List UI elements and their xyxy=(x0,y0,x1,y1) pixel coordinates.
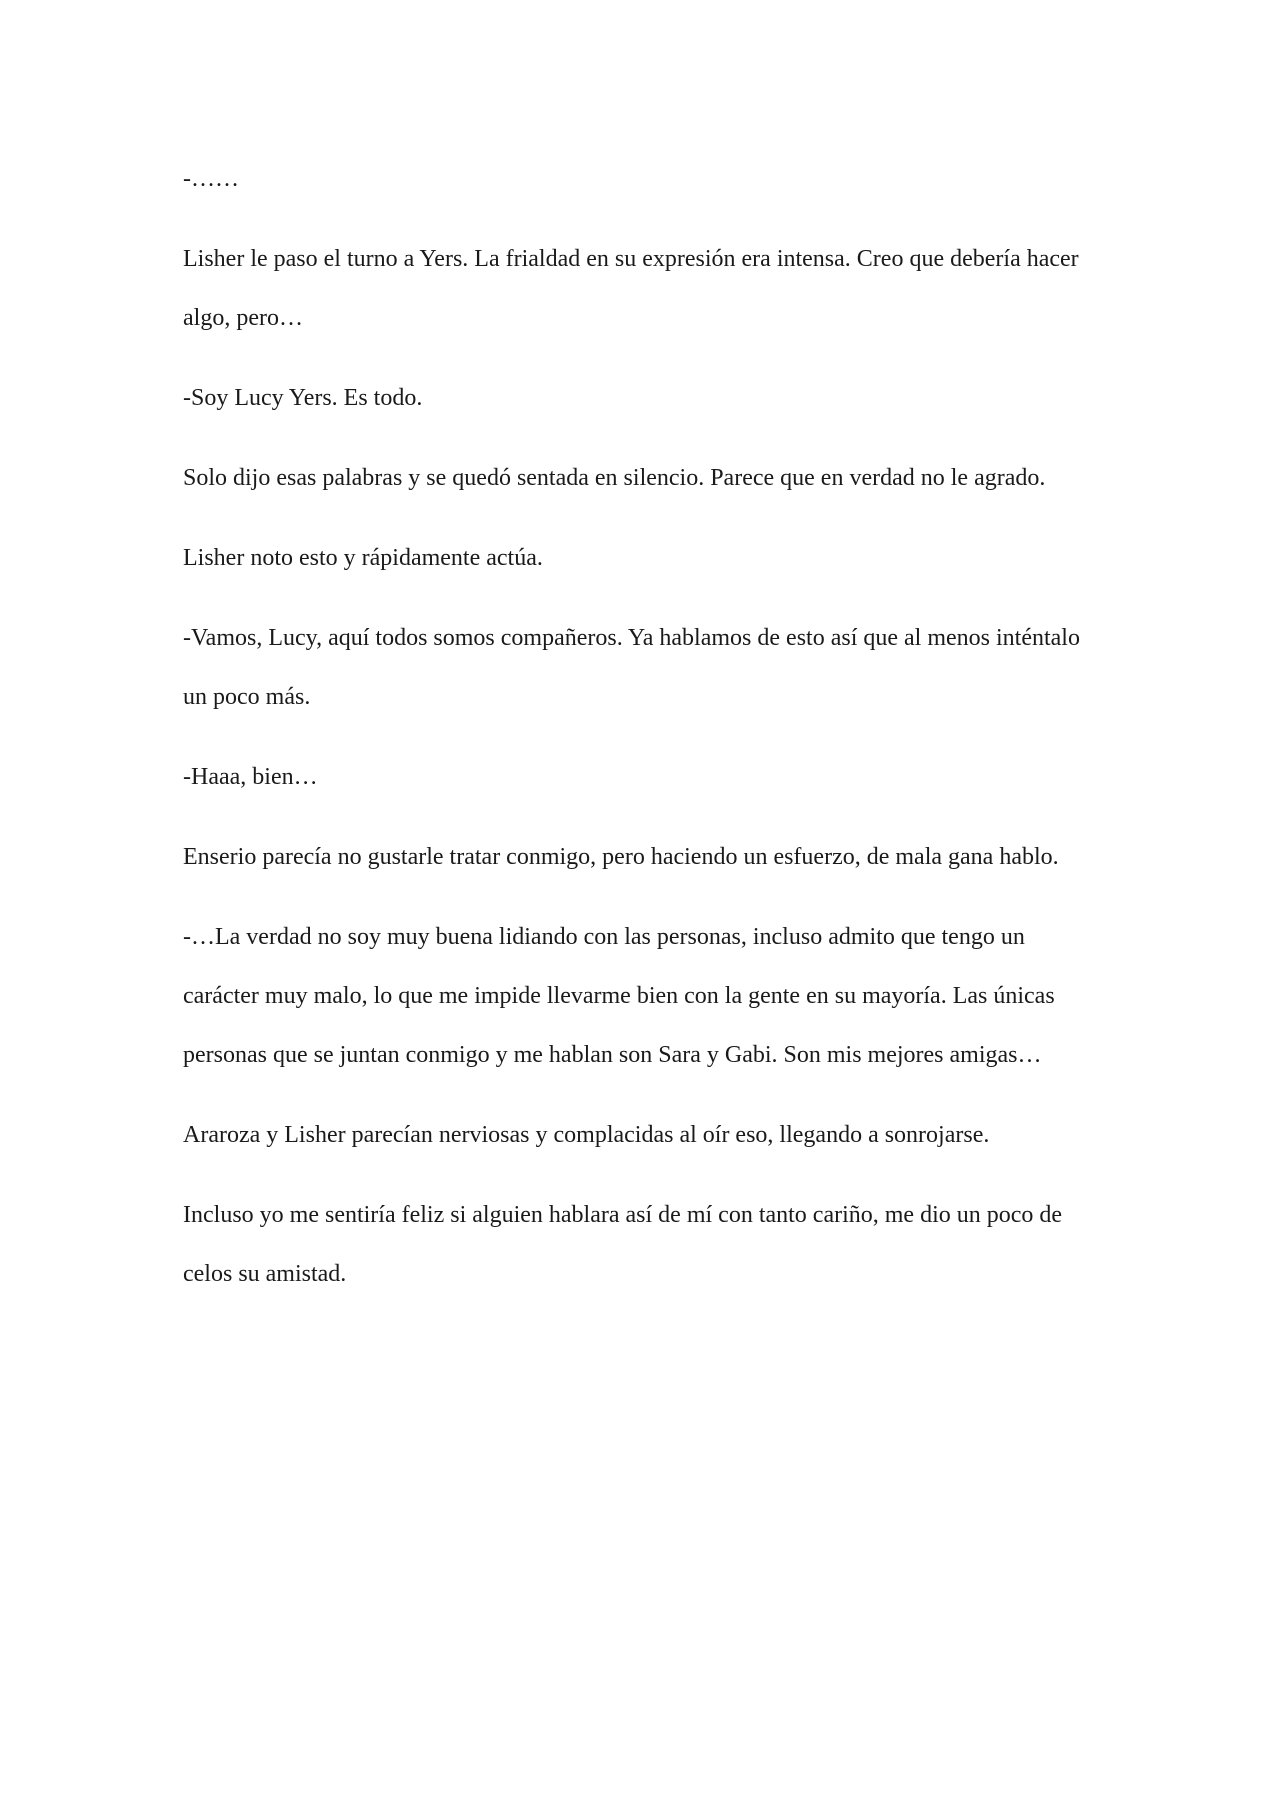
document-body xyxy=(183,150,1103,1325)
paragraph-lucy-intro: -Soy Lucy Yers. Es todo. xyxy=(183,385,423,411)
paragraph-silence: Solo dijo esas palabras y se quedó sentada en silencio. Parece que en verdad no le agrado. xyxy=(183,465,1046,491)
paragraph-lisher-notices: Lisher noto esto y rápidamente actúa. xyxy=(183,545,543,571)
paragraph-haaa-bien: -Haaa, bien… xyxy=(183,764,318,790)
paragraph-enserio: Enserio parecía no gustarle tratar conmigo, pero haciendo un esfuerzo, de mala gana hablo. xyxy=(183,844,1059,870)
paragraph-araroza-lisher: Araroza y Lisher parecían nerviosas y complacidas al oír eso, llegando a sonrojarse. xyxy=(183,1122,990,1148)
paragraph-lisher-turn: Lisher le paso el turno a Yers. La frialdad en su expresión era intensa. Creo que debería hacer algo, pero… xyxy=(183,246,1079,331)
paragraph-incluso-yo: Incluso yo me sentiría feliz si alguien hablara así de mí con tanto cariño, me dio un poco de celos su amistad. xyxy=(183,1202,1063,1287)
paragraph-la-verdad: -…La verdad no soy muy buena lidiando con las personas, incluso admito que tengo un carácter muy malo, lo que me impide llevarme bien con la gente en su mayoría. Las únicas personas que se juntan conmigo y me hablan son Sara y Gabi. Son mis mejores amigas… xyxy=(183,924,1055,1068)
paragraph-ellipsis: -…… xyxy=(183,166,239,192)
paragraph-vamos-lucy: -Vamos, Lucy, aquí todos somos compañeros. Ya hablamos de esto así que al menos inténtalo un poco más. xyxy=(183,625,1080,710)
